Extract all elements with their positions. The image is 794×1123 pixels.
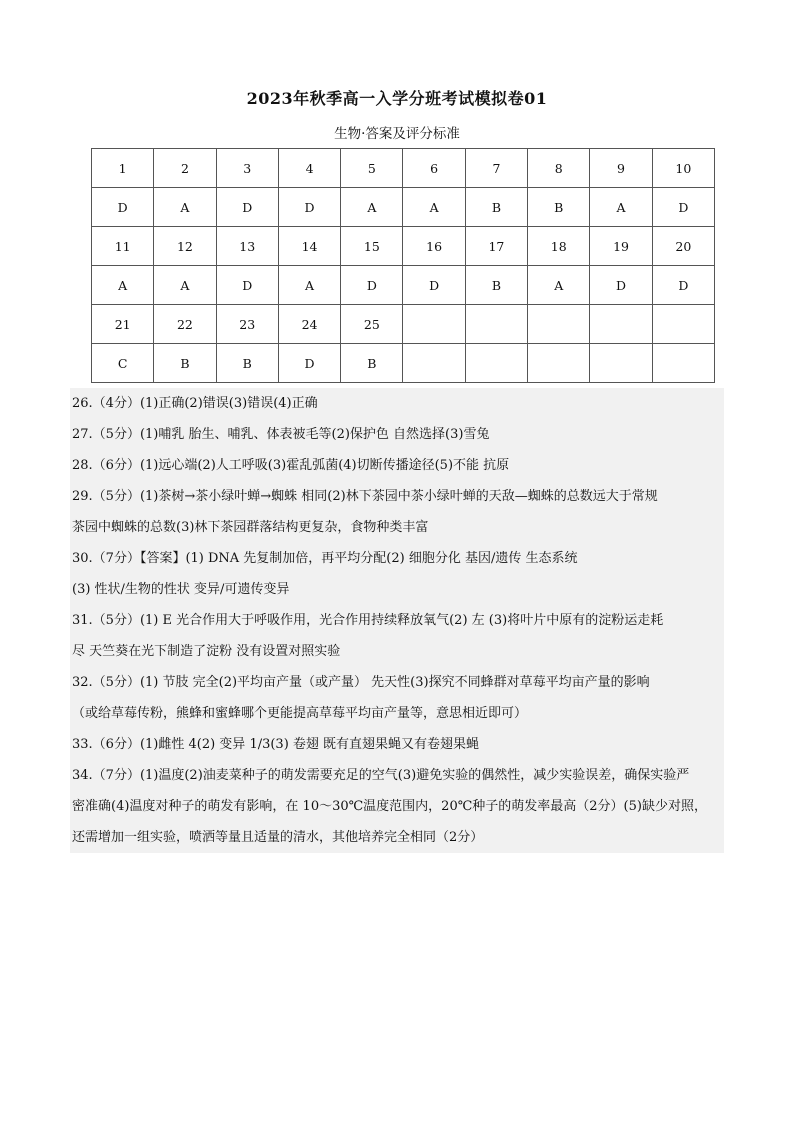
answer-cell: B xyxy=(216,344,278,383)
question-number-cell: 7 xyxy=(465,149,527,188)
question-number-cell: 1 xyxy=(92,149,154,188)
answer-item xyxy=(70,419,724,450)
question-number-cell: 20 xyxy=(652,227,714,266)
answer-cell: C xyxy=(92,344,154,383)
answer-cell: A xyxy=(341,188,403,227)
question-number-cell: 3 xyxy=(216,149,278,188)
question-number-cell: 5 xyxy=(341,149,403,188)
answer-cell: D xyxy=(92,188,154,227)
question-number-cell: 12 xyxy=(154,227,216,266)
answer-cell: A xyxy=(528,266,590,305)
table-row xyxy=(92,266,715,305)
answer-item xyxy=(70,760,724,853)
question-number-cell xyxy=(465,305,527,344)
table-row xyxy=(92,149,715,188)
question-number-cell: 9 xyxy=(590,149,652,188)
answer-cell: D xyxy=(403,266,465,305)
answer-cell: D xyxy=(652,188,714,227)
question-number-cell: 6 xyxy=(403,149,465,188)
answer-cell: A xyxy=(154,188,216,227)
answer-line: 33.（6分）(1)雌性 4(2) 变异 1/3(3) 卷翅 既有直翅果蝇又有卷翅果蝇 xyxy=(72,737,480,752)
answer-cell: B xyxy=(528,188,590,227)
question-number-cell xyxy=(652,305,714,344)
answer-line: 茶园中蜘蛛的总数(3)林下茶园群落结构更复杂，食物种类丰富 xyxy=(72,520,429,535)
answer-cell: A xyxy=(278,266,340,305)
document-subtitle: 生物·答案及评分标准 xyxy=(334,126,460,142)
answer-item xyxy=(70,388,724,419)
question-number-cell: 10 xyxy=(652,149,714,188)
question-number-cell: 2 xyxy=(154,149,216,188)
answer-item xyxy=(70,605,724,667)
question-number-cell: 11 xyxy=(92,227,154,266)
question-number-cell: 8 xyxy=(528,149,590,188)
answer-item xyxy=(70,481,724,543)
answer-cell: B xyxy=(465,266,527,305)
table-row xyxy=(92,305,715,344)
answer-cell: D xyxy=(341,266,403,305)
question-number-cell: 18 xyxy=(528,227,590,266)
question-number-cell: 13 xyxy=(216,227,278,266)
answer-line: 34.（7分）(1)温度(2)油麦菜种子的萌发需要充足的空气(3)避免实验的偶然性，减少实验误差，确保实验严 xyxy=(72,768,690,783)
question-number-cell: 14 xyxy=(278,227,340,266)
answer-item xyxy=(70,667,724,729)
answer-line: 密准确(4)温度对种子的萌发有影响，在 10～30℃温度范围内，20℃种子的萌发率最高（2分）(5)缺少对照， xyxy=(72,799,707,814)
table-row xyxy=(92,344,715,383)
answer-item xyxy=(70,543,724,605)
answer-line: 32.（5分）(1) 节肢 完全(2)平均亩产量（或产量） 先天性(3)探究不同蜂群对草莓平均亩产量的影响 xyxy=(72,675,650,690)
answer-line: 26.（4分）(1)正确(2)错误(3)错误(4)正确 xyxy=(72,396,318,411)
answer-cell: D xyxy=(652,266,714,305)
question-number-cell: 4 xyxy=(278,149,340,188)
answer-cell xyxy=(465,344,527,383)
answer-cell: D xyxy=(590,266,652,305)
answers-section xyxy=(70,388,724,853)
answer-line: 还需增加一组实验，喷洒等量且适量的清水，其他培养完全相同（2分） xyxy=(72,830,484,845)
answer-line: 28.（6分）(1)远心端(2)人工呼吸(3)霍乱弧菌(4)切断传播途径(5)不能 抗原 xyxy=(72,458,510,473)
question-number-cell: 24 xyxy=(278,305,340,344)
answer-cell xyxy=(403,344,465,383)
answer-item xyxy=(70,729,724,760)
question-number-cell: 21 xyxy=(92,305,154,344)
answer-item xyxy=(70,450,724,481)
answer-line: 29.（5分）(1)茶树→茶小绿叶蝉→蜘蛛 相同(2)林下茶园中茶小绿叶蝉的天敌—蜘蛛的总数远大于常规 xyxy=(72,489,658,504)
answer-line: 尽 天竺葵在光下制造了淀粉 没有设置对照实验 xyxy=(72,644,341,659)
question-number-cell: 19 xyxy=(590,227,652,266)
question-number-cell xyxy=(590,305,652,344)
answer-line: 30.（7分）【答案】(1) DNA 先复制加倍，再平均分配(2) 细胞分化 基因/遗传 生态系统 xyxy=(72,551,578,566)
answer-cell: D xyxy=(216,188,278,227)
question-number-cell: 16 xyxy=(403,227,465,266)
question-number-cell: 15 xyxy=(341,227,403,266)
table-row xyxy=(92,227,715,266)
answer-line: 31.（5分）(1) E 光合作用大于呼吸作用，光合作用持续释放氧气(2) 左 (3)将叶片中原有的淀粉运走耗 xyxy=(72,613,664,628)
answer-cell: D xyxy=(216,266,278,305)
answer-key-table xyxy=(91,148,715,383)
answer-line: (3) 性状/生物的性状 变异/可遗传变异 xyxy=(72,582,290,597)
answer-cell: A xyxy=(154,266,216,305)
answer-line: （或给草莓传粉，熊蜂和蜜蜂哪个更能提高草莓平均亩产量等，意思相近即可） xyxy=(72,706,528,721)
table-row xyxy=(92,188,715,227)
question-number-cell: 25 xyxy=(341,305,403,344)
answer-cell: A xyxy=(403,188,465,227)
document-title: 2023年秋季高一入学分班考试模拟卷01 xyxy=(246,89,548,108)
question-number-cell xyxy=(403,305,465,344)
question-number-cell xyxy=(528,305,590,344)
answer-cell xyxy=(590,344,652,383)
question-number-cell: 23 xyxy=(216,305,278,344)
answer-line: 27.（5分）(1)哺乳 胎生、哺乳、体表被毛等(2)保护色 自然选择(3)雪兔 xyxy=(72,427,490,442)
answer-cell: A xyxy=(590,188,652,227)
answer-cell xyxy=(652,344,714,383)
answer-cell xyxy=(528,344,590,383)
question-number-cell: 22 xyxy=(154,305,216,344)
answer-cell: A xyxy=(92,266,154,305)
question-number-cell: 17 xyxy=(465,227,527,266)
answer-cell: D xyxy=(278,188,340,227)
answer-cell: B xyxy=(341,344,403,383)
answer-cell: D xyxy=(278,344,340,383)
answer-cell: B xyxy=(465,188,527,227)
answer-cell: B xyxy=(154,344,216,383)
